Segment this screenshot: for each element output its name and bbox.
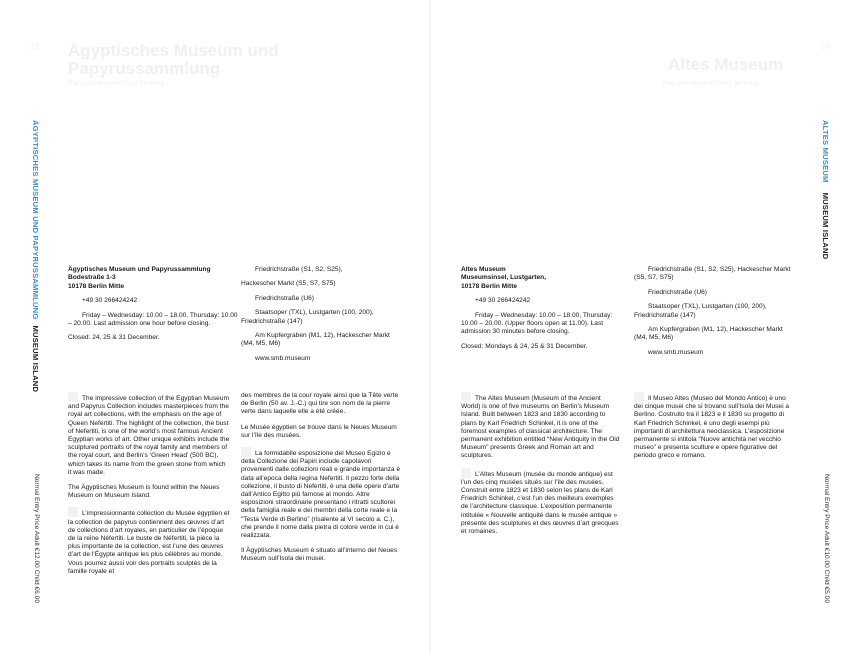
french-flag-icon xyxy=(461,468,471,478)
left-transit-bus: Staatsoper (TXL), Lustgarten (100, 200), Friedrichstraße (147) xyxy=(241,309,374,325)
italian-flag-icon xyxy=(634,392,644,402)
left-info-phone: +49 30 266424242 xyxy=(82,297,138,305)
right-body-column-2 xyxy=(634,392,794,468)
left-body-en-text: The impressive collection of the Egyptian Museum and Papyrus Collection includes masterpieces from the royal art collections, with the emphasis on the age of Queen Nefertiti. The highlight of the collection, the bust of Nefertiti, is one of the world’s most famous Ancient Egyptian works of art. Other unique exhibits include the sculptured portraits of the royal family and members of the royal court, and Berlin’s ‘Green Head’ (500 BC), which takes its name from the green stone from which it was made. xyxy=(68,395,230,476)
left-body-it-paragraph xyxy=(241,447,403,540)
right-transit-s: Friedrichstraße (S1, S2, S25), Hackescher Markt (S5, S7, S75) xyxy=(634,266,791,282)
left-vertical-section-label xyxy=(31,120,40,392)
right-page-subtitle: Plan your Museum Pass for entry xyxy=(662,80,759,87)
right-vertical-museum-name: ALTES MUSEUM xyxy=(821,120,830,183)
right-info-city: 10178 Berlin Mitte xyxy=(461,282,518,290)
left-body-column-2 xyxy=(241,392,403,571)
left-info-hours: Friday – Wednesday: 10.00 – 18.00, Thursday: 10.00 – 20.00. Last admission one hour before closing. xyxy=(68,311,238,328)
left-page-subtitle: Plan your Museum Pass for entry xyxy=(68,80,165,87)
left-info-street: Bodestraße 1-3 xyxy=(68,274,116,282)
right-info-closed: Closed: Mondays & 24, 25 & 31 December. xyxy=(461,342,588,350)
right-page-title: Altes Museum xyxy=(668,55,784,74)
right-info-name: Altes Museum xyxy=(461,266,506,273)
left-info-name: Ägyptisches Museum und Papyrussammlung xyxy=(68,266,211,273)
right-page-number: 13 xyxy=(820,42,829,51)
left-transit-u: Friedrichstraße (U6) xyxy=(255,294,314,302)
left-body-it-text: La formidabile esposizione del Museo Egizio e della Collezione dei Papiri include capolavori provenienti dalle collezioni reali e grande importanza è data all’epoca della regina Nefertiti. Il pezzo forte della collezione, il busto di Nefertiti, è una delle opere d’arte dall’Antico Egitto più famose al mondo. Altre esposizioni straordinarie presentano i ritratti scultorei della famiglia reale e dei membri della corte reale e la “Testa Verde di Berlino” (risalente al VI secolo a. C.), che prende il nome dalla pietra di colore verde in cui è realizzata. xyxy=(241,450,401,540)
left-title-line1: Ägyptisches Museum und xyxy=(68,41,279,60)
right-transit-tram: Am Kupfergraben (M1, 12), Hackescher Markt (M4, M5, M6) xyxy=(634,326,783,342)
right-transit-u: Friedrichstraße (U6) xyxy=(648,288,707,296)
left-body-it-note: Il Ägyptisches Museum è situato all’interno del Neues Museum sull’Isola dei musei. xyxy=(241,547,398,563)
french-flag-icon xyxy=(68,507,78,517)
right-info-street: Museumsinsel, Lustgarten, xyxy=(461,274,547,282)
right-body-it-paragraph xyxy=(634,392,794,461)
right-body-fr-text: L’Altes Museum (musée du monde antique) est l’un des cinq musées situés sur l’île des musées. Construit entre 1823 et 1830 selon les plans de Karl Friedrich Schinkel, c’est l’un des meilleurs exemples de l’architecture classique. L’exposition permanente intitulée « Nouvelle antiquité dans le musée antique » présente des sculptures et des œuvres d’art grecques et romaines. xyxy=(461,470,619,536)
left-body-fr-continued: des membres de la cour royale ainsi que la Tête verte de Berlin (50 av. J.-C.) qui tire son nom de la pierre verte dans laquelle elle a été créée. xyxy=(241,392,399,416)
left-transit-tram: Am Kupfergraben (M1, 12), Hackescher Markt (M4, M5, M6) xyxy=(241,332,390,348)
right-transit-web: www.smb.museum xyxy=(648,348,704,356)
right-transit-block xyxy=(634,266,794,363)
left-page-title xyxy=(68,42,279,78)
left-body-en-paragraph xyxy=(68,392,230,477)
left-info-closed: Closed: 24, 25 & 31 December. xyxy=(68,334,160,342)
right-vertical-section-label xyxy=(821,120,830,259)
left-title-line2: Papyrussammlung xyxy=(68,59,221,78)
left-transit-web: www.smb.museum xyxy=(255,354,311,362)
left-body-fr-paragraph xyxy=(68,507,230,576)
left-page-number: 12 xyxy=(30,42,39,51)
left-transit-block xyxy=(241,266,401,369)
left-vertical-museum-name: ÄGYPTISCHES MUSEUM UND PAPYRUSSAMMLUNG xyxy=(31,120,40,320)
right-body-en-text: The Altes Museum (Museum of the Ancient World) is one of five museums on Berlin’s Museum Island. Built between 1823 and 1830 according to plans by Karl Friedrich Schinkel, it is one of the foremost examples of classical architecture. The permanent exhibition entitled “New Antiquity in the Old Museum” presents Greek and Roman art and sculptures. xyxy=(461,395,620,460)
right-info-hours: Friday – Wednesday: 10.00 – 18.00, Thursday: 10.00 – 20.00. (Upper floors open at 11.00). Last admission 30 minutes before closing. xyxy=(461,311,613,336)
left-body-en-note: The Ägyptisches Museum is found within the Neues Museum on Museum Island. xyxy=(68,484,220,500)
left-info-block xyxy=(68,266,238,349)
left-body-column-1 xyxy=(68,392,230,583)
left-transit-s2: Hackescher Markt (S5, S7, S75) xyxy=(241,280,336,288)
left-info-city: 10178 Berlin Mitte xyxy=(68,282,125,290)
left-body-fr-text: L’impressionnante collection du Musée égyptien et la collection de papyrus contiennent des œuvres d’art de collections d’art royales, en particulier de l’époque de la reine Néfertiti. Le buste de Néfertiti, la pièce la plus importante de la collection, est l’une des œuvres d’art de l’Égypte antique les plus célèbres au monde. Vous pourrez aussi voir des portraits sculptés de la famille royale et xyxy=(68,510,230,575)
italian-flag-icon xyxy=(241,447,251,457)
right-body-column-1 xyxy=(461,392,621,543)
right-info-block xyxy=(461,266,621,357)
page-gutter xyxy=(429,0,431,652)
right-transit-bus: Staatsoper (TXL), Lustgarten (100, 200), Friedrichstraße (147) xyxy=(634,303,767,319)
right-body-it-text: Il Museo Altes (Museo del Mondo Antico) è uno dei cinque musei che si trovano sull’Isola dei Musei a Berlino. Costruito tra il 1823 e il 1830 su progetto di Karl Friedrich Schinkel, è uno degli esempi più importanti di architettura neoclassica. L’esposizione permanente si intitola “Nuove antichità nel vecchio museo” e presenta sculture e opere figurative del periodo greco e romano. xyxy=(634,395,790,460)
left-vertical-price: Normal Entry Price Adult €12.00 Child €6.00 xyxy=(33,474,40,604)
english-flag-icon xyxy=(461,392,471,402)
left-body-fr-note: Le Musée égyptien se trouve dans le Neues Museum sur l’île des musées. xyxy=(241,423,397,439)
right-body-en-paragraph xyxy=(461,392,621,461)
left-vertical-area-name: MUSEUM ISLAND xyxy=(31,325,40,393)
left-transit-s1: Friedrichstraße (S1, S2, S25), xyxy=(255,266,343,273)
right-body-fr-paragraph xyxy=(461,468,621,537)
right-vertical-price: Normal Entry Price Adult €10.00 Child €5.00 xyxy=(823,474,830,604)
english-flag-icon xyxy=(68,392,78,402)
right-info-phone: +49 30 266424242 xyxy=(475,297,531,305)
right-vertical-area-name: MUSEUM ISLAND xyxy=(821,192,830,260)
